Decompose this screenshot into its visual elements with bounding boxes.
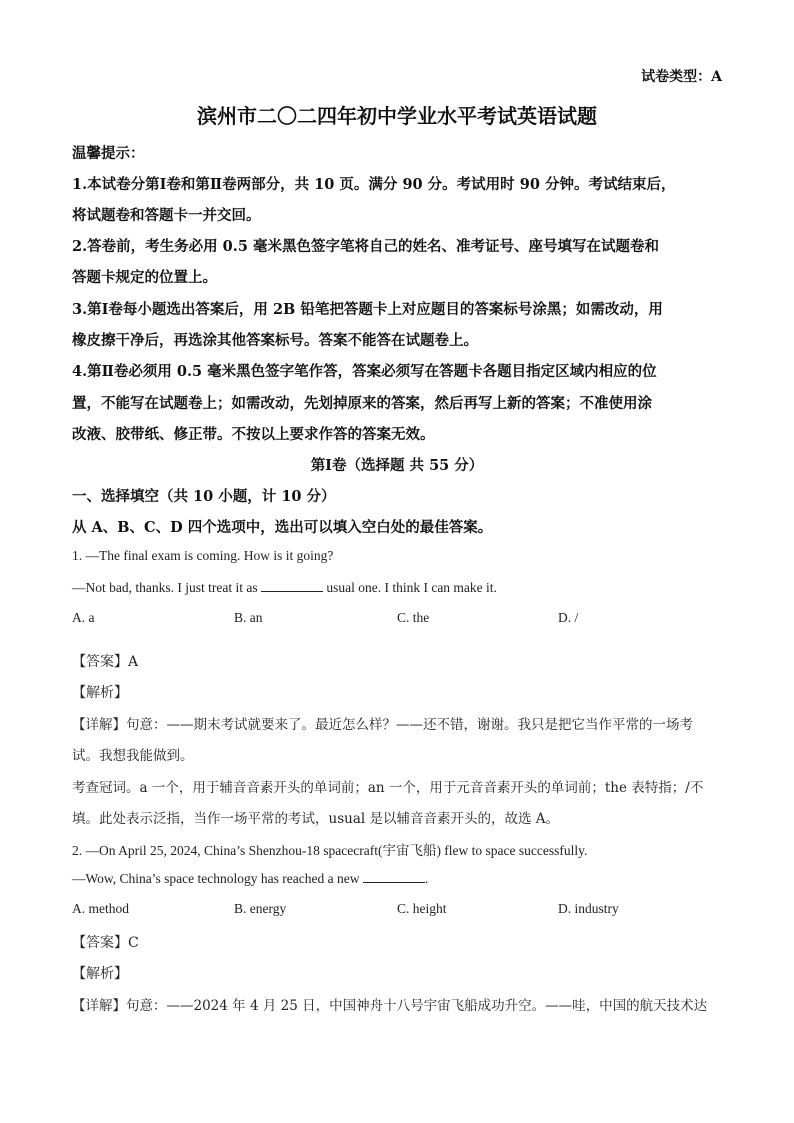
detail-line: 【详解】句意：——期末考试就要来了。最近怎么样？——还不错，谢谢。我只是把它当作平常的一场考: [72, 717, 693, 733]
analysis-label: 【解析】: [72, 966, 128, 982]
detail-line: 考查冠词。a 一个，用于辅音音素开头的单词前；an 一个，用于元音音素开头的单词前；the 表特指；/不: [72, 780, 704, 796]
option-b: B. energy: [234, 901, 287, 916]
answer-blank: [261, 579, 323, 592]
tip-line: 置，不能写在试题卷上；如需改动，先划掉原来的答案，然后再写上新的答案；不准使用涂: [72, 395, 652, 412]
option-c: C. height: [397, 901, 447, 916]
question-2-line2-pre: —Wow, China’s space technology has reached a new: [72, 871, 363, 886]
section-title: 第Ⅰ卷（选择题 共 55 分）: [310, 457, 484, 474]
detail-line: 【详解】句意：——2024 年 4 月 25 日，中国神舟十八号宇宙飞船成功升空。——哇，中国的航天技术达: [72, 998, 708, 1014]
detail-line: 填。此处表示泛指，当作一场平常的考试，usual 是以辅音音素开头的，故选 A。: [72, 811, 560, 827]
question-2-line2-post: .: [424, 871, 429, 886]
tip-line: 3.第Ⅰ卷每小题选出答案后，用 2B 铅笔把答题卡上对应题目的答案标号涂黑；如需改动，用: [72, 301, 663, 318]
detail-line: 试。我想我能做到。: [72, 748, 194, 764]
answer-value: A: [128, 654, 139, 670]
tip-line: 4.第Ⅱ卷必须用 0.5 毫米黑色签字笔作答，答案必须写在答题卡各题目指定区域内相应的位: [72, 363, 657, 380]
tip-line: 橡皮擦干净后，再选涂其他答案标号。答案不能答在试题卷上。: [72, 332, 478, 349]
tip-line: 2.答卷前，考生务必用 0.5 毫米黑色签字笔将自己的姓名、准考证号、座号填写在试题卷和: [72, 238, 659, 255]
paper-type: 试卷类型：A: [641, 69, 722, 85]
question-1-line2: [72, 579, 497, 596]
page-title: 滨州市二〇二四年初中学业水平考试英语试题: [197, 104, 597, 128]
instruction: 从 A、B、C、D 四个选项中，选出可以填入空白处的最佳答案。: [72, 519, 493, 536]
question-2-line1: 2. —On April 25, 2024, China’s Shenzhou-18 spacecraft(宇宙飞船) flew to space successfully.: [72, 843, 588, 858]
option-a: A. method: [72, 901, 129, 916]
tip-line: 改液、胶带纸、修正带。不按以上要求作答的答案无效。: [72, 426, 435, 443]
answer-line: [72, 651, 138, 671]
option-d: D. /: [558, 610, 579, 625]
option-a: A. a: [72, 610, 95, 625]
tip-line: 1.本试卷分第Ⅰ卷和第Ⅱ卷两部分，共 10 页。满分 90 分。考试用时 90 分钟。考试结束后，: [72, 176, 676, 193]
tips-heading: 温馨提示：: [72, 145, 145, 162]
answer-blank: [363, 870, 425, 883]
question-2-line2: [72, 870, 428, 887]
answer-label: 【答案】: [72, 654, 128, 670]
option-c: C. the: [397, 610, 430, 625]
question-1-line2-pre: —Not bad, thanks. I just treat it as: [72, 580, 261, 595]
part-title: 一、选择填空（共 10 小题，计 10 分）: [72, 488, 336, 505]
answer-value: C: [128, 935, 139, 951]
question-1-line1: 1. —The final exam is coming. How is it going?: [72, 548, 334, 563]
option-b: B. an: [234, 610, 263, 625]
option-d: D. industry: [558, 901, 619, 916]
tip-line: 答题卡规定的位置上。: [72, 269, 217, 286]
tip-line: 将试题卷和答题卡一并交回。: [72, 207, 261, 224]
analysis-label: 【解析】: [72, 685, 128, 701]
question-1-line2-post: usual one. I think I can make it.: [322, 580, 497, 595]
answer-label: 【答案】: [72, 935, 128, 951]
answer-line: [72, 932, 139, 952]
